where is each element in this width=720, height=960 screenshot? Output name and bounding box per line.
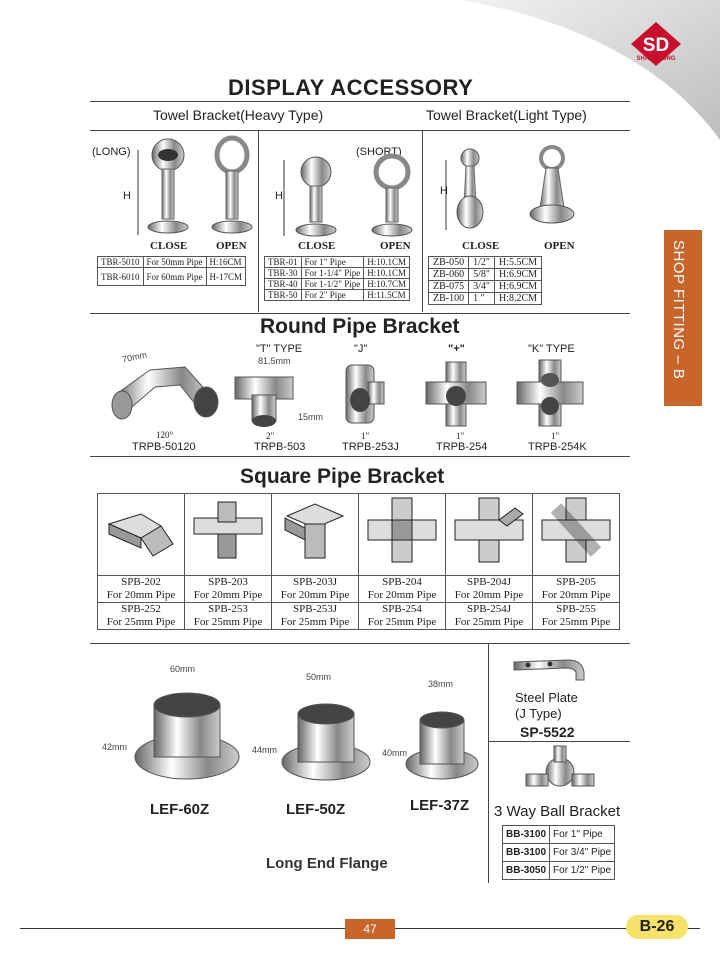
towel-bracket-long-image bbox=[120, 135, 260, 245]
rule bbox=[90, 313, 630, 314]
spb-203j-image bbox=[272, 494, 359, 576]
t-type-bracket-image bbox=[230, 365, 298, 430]
spb-204-image bbox=[359, 494, 446, 576]
page-title: DISPLAY ACCESSORY bbox=[228, 75, 474, 100]
spec-cell: SPB-254J For 25mm Pipe bbox=[446, 603, 533, 630]
cross-bracket-image bbox=[424, 360, 488, 428]
svg-text:SD: SD bbox=[642, 35, 670, 56]
heavy-type-label: Towel Bracket(Heavy Type) bbox=[153, 107, 324, 123]
type-label: "+" bbox=[448, 343, 465, 355]
spec-cell: SPB-204 For 20mm Pipe bbox=[359, 576, 446, 603]
ball-bracket-table bbox=[502, 825, 615, 880]
long-spec-table bbox=[97, 256, 246, 286]
table-row: TBR-01 For 1" Pipe H:10.1CM bbox=[265, 257, 410, 268]
open-label: OPEN bbox=[544, 240, 575, 252]
dimension-label: 50mm bbox=[306, 672, 332, 682]
section-side-tab: SHOP FITTING – B bbox=[664, 230, 702, 406]
plate-label: Steel Plate bbox=[515, 690, 578, 705]
table-row: ZB-075 3/4" H:6.9CM bbox=[429, 281, 542, 293]
image-row bbox=[98, 494, 620, 576]
spec-cell: SPB-202 For 20mm Pipe bbox=[98, 576, 185, 603]
towel-bracket-short-image bbox=[268, 150, 418, 242]
steel-plate-image bbox=[510, 650, 590, 682]
size-label: 2" bbox=[266, 431, 275, 441]
table-row: ZB-050 1/2" H:5.5CM bbox=[429, 257, 542, 269]
spec-cell: SPB-253 For 25mm Pipe bbox=[185, 603, 272, 630]
rule bbox=[90, 456, 630, 457]
flange-50-image bbox=[280, 700, 372, 785]
spec-cell: SPB-205 For 20mm Pipe bbox=[533, 576, 620, 603]
close-label: CLOSE bbox=[150, 240, 188, 252]
spb-204j-image bbox=[446, 494, 533, 576]
ball-bracket-image bbox=[520, 744, 600, 800]
divider bbox=[422, 131, 423, 312]
product-code: LEF-37Z bbox=[410, 797, 470, 814]
dimension-label: 15mm bbox=[298, 412, 324, 422]
rule bbox=[90, 130, 630, 131]
table-row: BB-3100 For 1" Pipe bbox=[503, 826, 615, 844]
rule bbox=[90, 101, 630, 102]
short-spec-table bbox=[264, 256, 410, 301]
dimension-label: 40mm bbox=[382, 748, 408, 758]
table-row: TBR-5010 For 50mm Pipe H:16CM bbox=[98, 257, 246, 268]
spec-cell: SPB-253J For 25mm Pipe bbox=[272, 603, 359, 630]
dimension-label: 44mm bbox=[252, 745, 278, 755]
table-row bbox=[98, 576, 620, 603]
product-code: TRPB-254K bbox=[528, 441, 587, 453]
dimension-label: 60mm bbox=[170, 664, 196, 674]
product-code: TRPB-253J bbox=[342, 441, 399, 453]
light-type-label: Towel Bracket(Light Type) bbox=[426, 107, 587, 123]
open-label: OPEN bbox=[216, 240, 247, 252]
table-row: TBR-30 For 1-1/4" Pipe H:10.1CM bbox=[265, 268, 410, 279]
square-bracket-title: Square Pipe Bracket bbox=[240, 465, 445, 488]
spb-202-image bbox=[98, 494, 185, 576]
spec-cell: SPB-252 For 25mm Pipe bbox=[98, 603, 185, 630]
type-label: "T" TYPE bbox=[256, 343, 303, 355]
spec-cell: SPB-204J For 20mm Pipe bbox=[446, 576, 533, 603]
flange-37-image bbox=[404, 708, 480, 784]
size-label: 1" bbox=[456, 431, 465, 441]
table-row: BB-3050 For 1/2" Pipe bbox=[503, 862, 615, 880]
size-label: 1" bbox=[361, 431, 370, 441]
spb-203-image bbox=[185, 494, 272, 576]
brand-name: SHAMI DONG bbox=[636, 56, 676, 62]
size-label: 120° bbox=[156, 430, 174, 440]
rule bbox=[488, 741, 630, 742]
h-label: H bbox=[123, 190, 131, 202]
elbow-120-image bbox=[110, 355, 220, 430]
rule bbox=[90, 643, 630, 644]
table-row: BB-3100 For 3/4" Pipe bbox=[503, 844, 615, 862]
close-label: CLOSE bbox=[462, 240, 500, 252]
spb-205-image bbox=[533, 494, 620, 576]
type-label: "K" TYPE bbox=[528, 343, 575, 355]
spec-cell: SPB-203 For 20mm Pipe bbox=[185, 576, 272, 603]
dimension-label: 38mm bbox=[428, 679, 454, 689]
table-row bbox=[98, 603, 620, 630]
light-spec-table bbox=[428, 256, 542, 305]
table-row: ZB-100 1 " H:8.2CM bbox=[429, 293, 542, 305]
spec-cell: SPB-254 For 25mm Pipe bbox=[359, 603, 446, 630]
table-row: TBR-50 For 2" Pipe H:11.5CM bbox=[265, 290, 410, 301]
short-label: (SHORT) bbox=[356, 146, 402, 158]
table-row: TBR-40 For 1-1/2" Pipe H:10.7CM bbox=[265, 279, 410, 290]
table-row: ZB-060 5/8" H:6.9CM bbox=[429, 269, 542, 281]
h-label: H bbox=[275, 190, 283, 202]
dimension-label: 42mm bbox=[102, 742, 128, 752]
flange-60-image bbox=[132, 685, 242, 785]
type-label: "J" bbox=[354, 343, 368, 355]
product-code: TRPB-503 bbox=[254, 441, 306, 453]
square-bracket-table bbox=[97, 493, 620, 630]
ball-bracket-title: 3 Way Ball Bracket bbox=[494, 803, 621, 820]
spec-cell: SPB-255 For 25mm Pipe bbox=[533, 603, 620, 630]
dimension-label: 81.5mm bbox=[258, 356, 291, 366]
towel-bracket-light-image bbox=[432, 140, 592, 236]
product-code: TRPB-254 bbox=[436, 441, 488, 453]
close-label: CLOSE bbox=[298, 240, 336, 252]
divider bbox=[488, 643, 489, 883]
plate-code: SP-5522 bbox=[520, 724, 575, 740]
j-type-bracket-image bbox=[338, 360, 388, 428]
plate-type-label: (J Type) bbox=[515, 706, 562, 721]
size-label: 1" bbox=[551, 431, 560, 441]
product-code: TRPB-50120 bbox=[132, 441, 196, 453]
k-type-bracket-image bbox=[515, 358, 585, 428]
dimension-label: 70mm bbox=[121, 349, 148, 365]
flange-title: Long End Flange bbox=[266, 855, 388, 872]
open-label: OPEN bbox=[380, 240, 411, 252]
table-row: TBR-6010 For 60mm Pipe H-17CM bbox=[98, 268, 246, 286]
product-code: LEF-50Z bbox=[286, 801, 346, 818]
catalog-code-badge: B-26 bbox=[626, 915, 688, 939]
long-label: (LONG) bbox=[92, 146, 131, 158]
product-code: LEF-60Z bbox=[150, 801, 210, 818]
page-number: 47 bbox=[345, 919, 395, 939]
h-label: H bbox=[440, 185, 448, 197]
spec-cell: SPB-203J For 20mm Pipe bbox=[272, 576, 359, 603]
round-bracket-title: Round Pipe Bracket bbox=[260, 315, 460, 338]
